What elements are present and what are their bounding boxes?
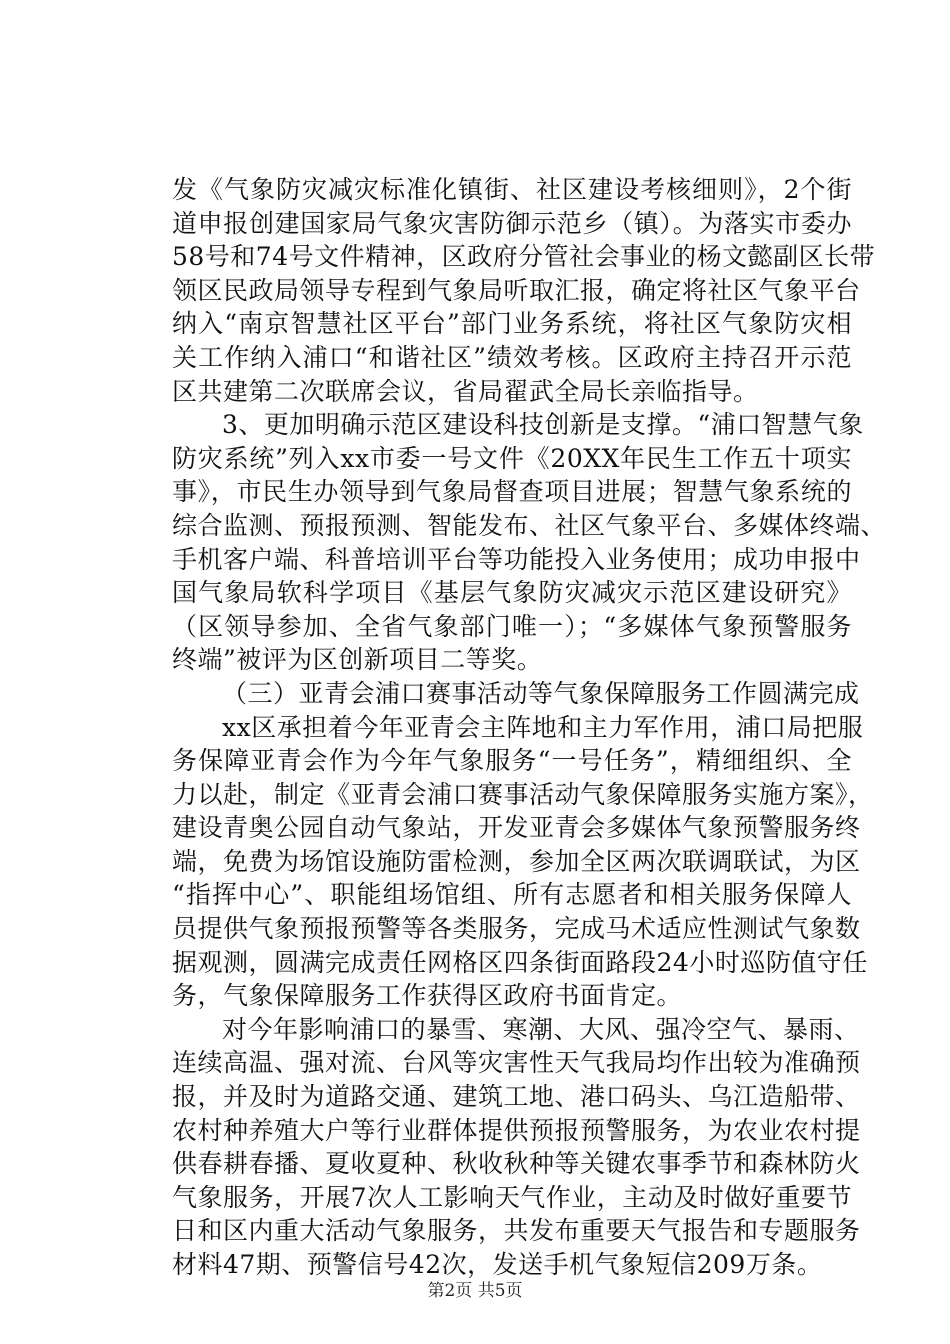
text-line: 综合监测、预报预测、智能发布、社区气象平台、多媒体终端、 bbox=[172, 510, 887, 540]
text-line: 3、更加明确示范区建设科技创新是支撑。“浦口智慧气象 bbox=[222, 410, 864, 440]
text-line: 事》，市民生办领导到气象局督查项目进展；智慧气象系统的 bbox=[172, 477, 852, 507]
text-line: 58号和74号文件精神，区政府分管社会事业的杨文懿副区长带 bbox=[172, 242, 876, 272]
section-heading: （三）亚青会浦口赛事活动等气象保障服务工作圆满完成 bbox=[222, 678, 860, 708]
text-line: 领区民政局领导专程到气象局听取汇报，确定将社区气象平台 bbox=[172, 275, 861, 305]
text-line: 日和区内重大活动气象服务，共发布重要天气报告和专题服务 bbox=[172, 1216, 861, 1246]
text-line: 国气象局软科学项目《基层气象防灾减灾示范区建设研究》 bbox=[172, 578, 852, 608]
text-line: 据观测，圆满完成责任网格区四条街面路段24小时巡防值守任 bbox=[172, 947, 868, 977]
text-line: 关工作纳入浦口“和谐社区”绩效考核。区政府主持召开示范 bbox=[172, 342, 852, 372]
text-line: 终端”被评为区创新项目二等奖。 bbox=[172, 645, 543, 675]
text-line: 报，并及时为道路交通、建筑工地、港口码头、乌江造船带、 bbox=[172, 1082, 861, 1112]
text-line: 手机客户端、科普培训平台等功能投入业务使用；成功申报中 bbox=[172, 544, 861, 574]
text-line: “指挥中心”、职能组场馆组、所有志愿者和相关服务保障人 bbox=[172, 880, 852, 910]
text-line: 纳入“南京智慧社区平台”部门业务系统，将社区气象防灾相 bbox=[172, 309, 852, 339]
text-line: （区领导参加、全省气象部门唯一）；“多媒体气象预警服务 bbox=[172, 611, 852, 641]
text-line: 对今年影响浦口的暴雪、寒潮、大风、强冷空气、暴雨、 bbox=[222, 1014, 860, 1044]
text-line: 发《气象防灾减灾标准化镇街、社区建设考核细则》，2个街 bbox=[172, 175, 852, 204]
text-line: 道申报创建国家局气象灾害防御示范乡（镇）。为落实市委办 bbox=[172, 208, 852, 238]
document-body bbox=[172, 173, 887, 1282]
text-line: 农村种养殖大户等行业群体提供预报预警服务，为农业农村提 bbox=[172, 1115, 861, 1145]
text-line: 区共建第二次联席会议，省局翟武全局长亲临指导。 bbox=[172, 376, 759, 406]
text-line: xx区承担着今年亚青会主阵地和主力军作用，浦口局把服 bbox=[222, 712, 864, 742]
page-footer: 第2页 共5页 bbox=[427, 1281, 523, 1301]
text-line: 防灾系统”列入xx市委一号文件《20XX年民生工作五十项实 bbox=[172, 443, 852, 473]
text-line: 材料47期、预警信号42次，发送手机气象短信209万条。 bbox=[172, 1250, 823, 1279]
text-line: 力以赴，制定《亚青会浦口赛事活动气象保障服务实施方案》， bbox=[172, 779, 874, 809]
text-line: 建设青奥公园自动气象站，开发亚青会多媒体气象预警服务终 bbox=[172, 813, 861, 843]
text-line: 气象服务，开展7次人工影响天气作业，主动及时做好重要节 bbox=[172, 1182, 852, 1212]
text-line: 连续高温、强对流、台风等灾害性天气我局均作出较为准确预 bbox=[172, 1048, 861, 1078]
text-line: 员提供气象预报预警等各类服务，完成马术适应性测试气象数 bbox=[172, 914, 861, 944]
text-line: 供春耕春播、夏收夏种、秋收秋种等关键农事季节和森林防火 bbox=[172, 1149, 861, 1179]
text-line: 务，气象保障服务工作获得区政府书面肯定。 bbox=[172, 981, 683, 1011]
text-line: 务保障亚青会作为今年气象服务“一号任务”，精细组织、全 bbox=[172, 746, 852, 776]
text-line: 端，免费为场馆设施防雷检测，参加全区两次联调联试，为区 bbox=[172, 846, 861, 876]
